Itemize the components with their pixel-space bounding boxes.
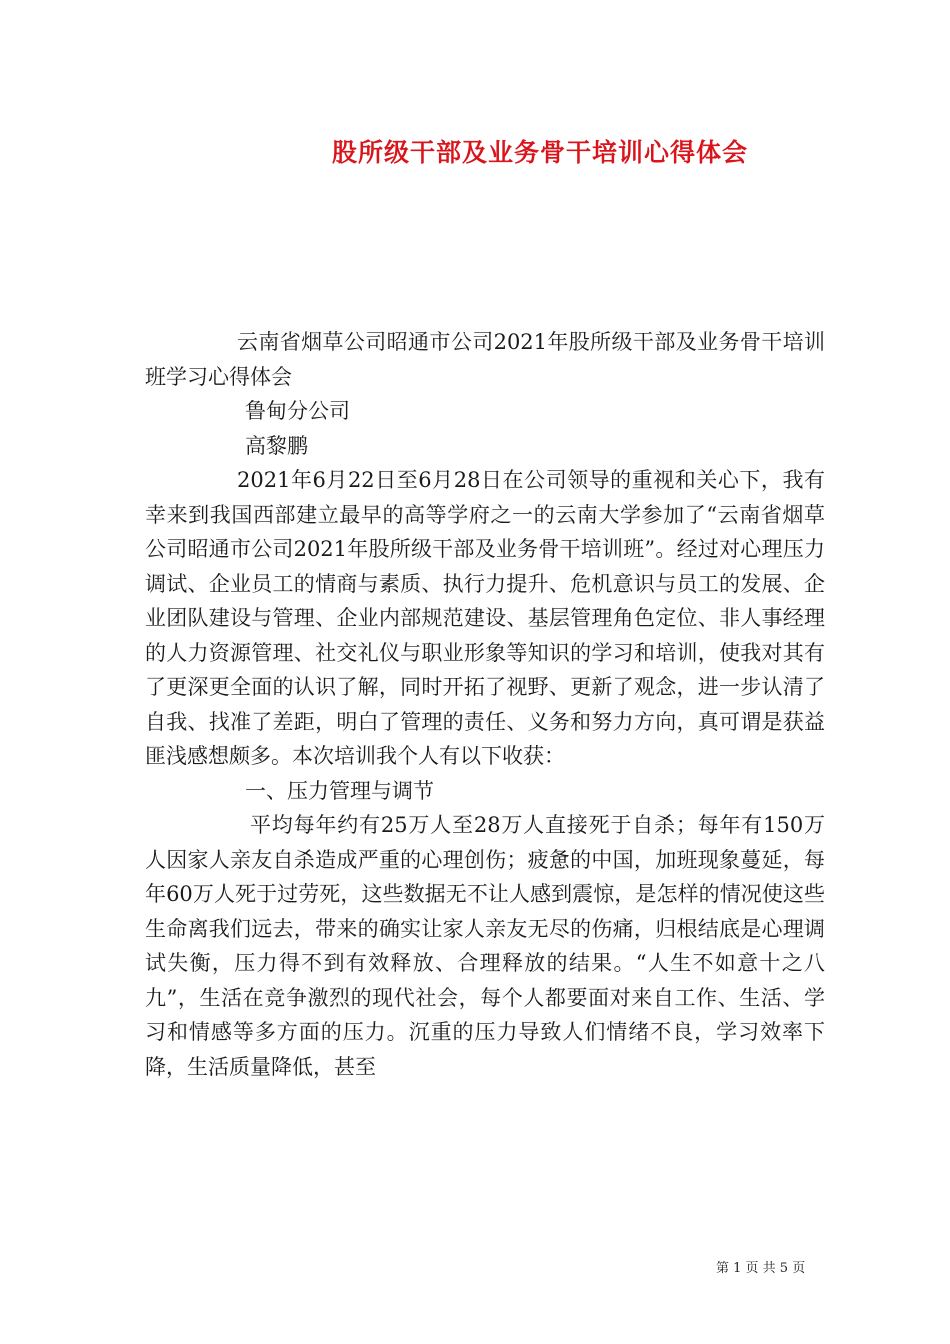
- page-number: 第 1 页 共 5 页: [716, 1261, 806, 1276]
- author-name: 高黎鹏: [245, 433, 308, 458]
- document-title: 股所级干部及业务骨干培训心得体会: [331, 138, 748, 167]
- branch-name: 鲁甸分公司: [245, 399, 350, 423]
- intro-paragraph: 云南省烟草公司昭通市公司2021年股所级干部及业务骨干培训班学习心得体会: [145, 330, 825, 389]
- body-paragraph: 2021年6月22日至6月28日在公司领导的重视和关心下，我有幸来到我国西部建立最早的高等学府之一的云南大学参加了“云南省烟草公司昭通市公司2021年股所级干部及业务骨干培训班”。经过对心理压力调试、企业员工的情商与素质、执行力提升、危机意识与员工的发展、企业团队建设与管理、企业内部规范建设、基层管理角色定位、非人事经理的人力资源管理、社交礼仪与职业形象等知识的学习和培训，使我对其有了更深更全面的认识了解，同时开拓了视野、更新了观念，进一步认清了自我、找准了差距，明白了管理的责任、义务和努力方向，真可谓是获益匪浅感想颇多。本次培训我个人有以下收获：: [145, 468, 825, 768]
- document-body: [145, 325, 825, 1084]
- body-paragraph: 平均每年约有25万人至28万人直接死于自杀；每年有150万人因家人亲友自杀造成严重的心理创伤；疲惫的中国，加班现象蔓延，每年60万人死于过劳死，这些数据无不让人感到震惊，是怎样的情况使这些生命离我们远去，带来的确实让家人亲友无尽的伤痛，归根结底是心理调试失衡，压力得不到有效释放、合理释放的结果。“人生不如意十之八九”，生活在竞争激烈的现代社会，每个人都要面对来自工作、生活、学习和情感等多方面的压力。沉重的压力导致人们情绪不良，学习效率下降，生活质量降低，甚至: [145, 813, 825, 1079]
- section-heading: 一、压力管理与调节: [245, 778, 434, 803]
